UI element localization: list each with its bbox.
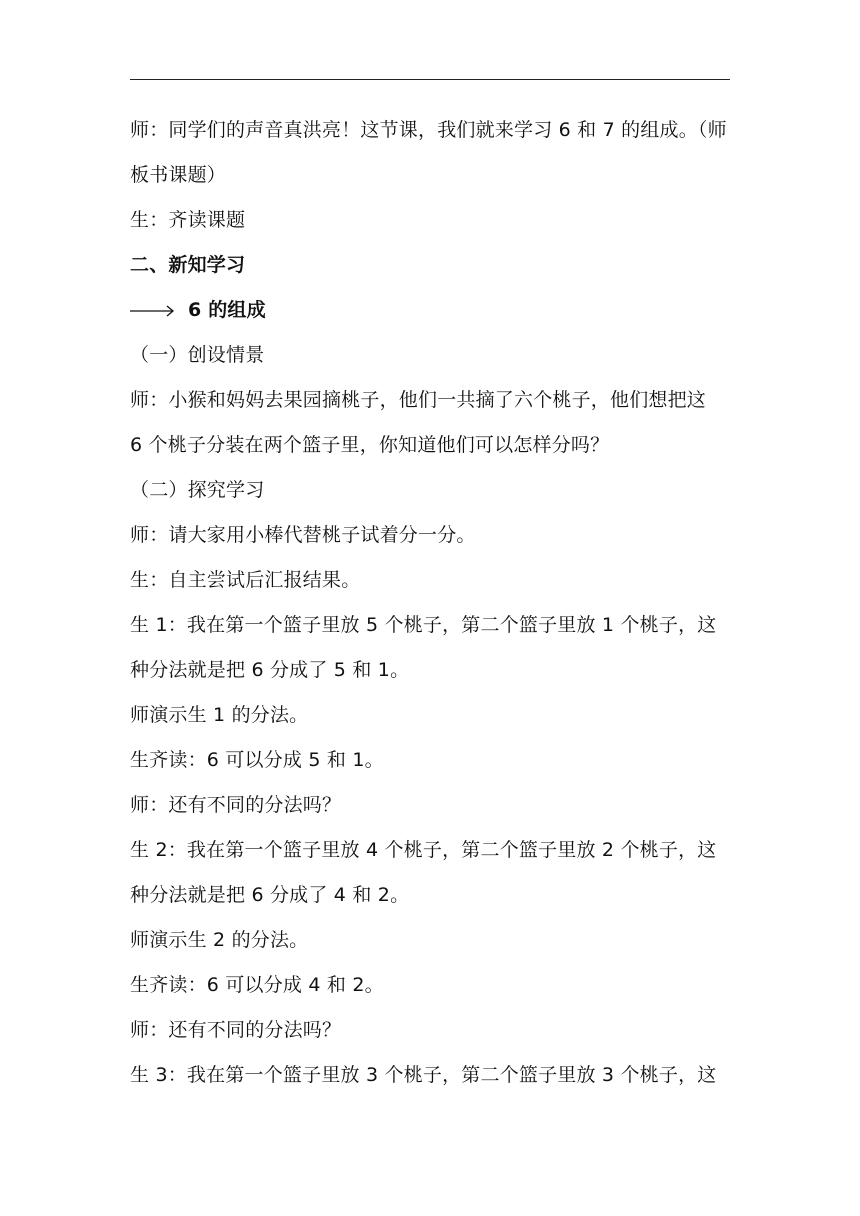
document-body xyxy=(130,108,730,1098)
arrow-icon xyxy=(130,288,176,333)
paragraph-line: 生齐读：6 可以分成 5 和 1。 xyxy=(130,749,384,771)
paragraph-line: （二）探究学习 xyxy=(130,479,265,501)
paragraph-line: 生：齐读课题 xyxy=(130,209,246,231)
subsection-heading-text: 6 的组成 xyxy=(188,299,266,321)
paragraph-line: 生：自主尝试后汇报结果。 xyxy=(130,569,361,591)
paragraph-line: 师：同学们的声音真洪亮！这节课，我们就来学习 6 和 7 的组成。（师 xyxy=(130,119,727,141)
paragraph-line: 生 2：我在第一个篮子里放 4 个桃子，第二个篮子里放 2 个桃子，这 xyxy=(130,839,717,861)
subsection-heading xyxy=(130,288,730,333)
paragraph-line: 种分法就是把 6 分成了 5 和 1。 xyxy=(130,659,410,681)
paragraph-line: 师：还有不同的分法吗？ xyxy=(130,794,342,816)
paragraph-line: 师演示生 2 的分法。 xyxy=(130,929,309,951)
paragraph-line: 师：小猴和妈妈去果园摘桃子，他们一共摘了六个桃子，他们想把这 xyxy=(130,389,707,411)
paragraph-line: 板书课题） xyxy=(130,164,227,186)
paragraph-line: 生齐读：6 可以分成 4 和 2。 xyxy=(130,974,384,996)
paragraph-line: 生 1：我在第一个篮子里放 5 个桃子，第二个篮子里放 1 个桃子，这 xyxy=(130,614,717,636)
paragraph-line: 生 3：我在第一个篮子里放 3 个桃子，第二个篮子里放 3 个桃子，这 xyxy=(130,1064,717,1086)
header-rule xyxy=(130,79,730,80)
paragraph-line: 师演示生 1 的分法。 xyxy=(130,704,309,726)
paragraph-line: 6 个桃子分装在两个篮子里，你知道他们可以怎样分吗？ xyxy=(130,434,610,456)
paragraph-line: 师：还有不同的分法吗？ xyxy=(130,1019,342,1041)
section-heading: 二、新知学习 xyxy=(130,254,246,276)
paragraph-line: 种分法就是把 6 分成了 4 和 2。 xyxy=(130,884,410,906)
paragraph-line: （一）创设情景 xyxy=(130,344,265,366)
paragraph-line: 师：请大家用小棒代替桃子试着分一分。 xyxy=(130,524,476,546)
